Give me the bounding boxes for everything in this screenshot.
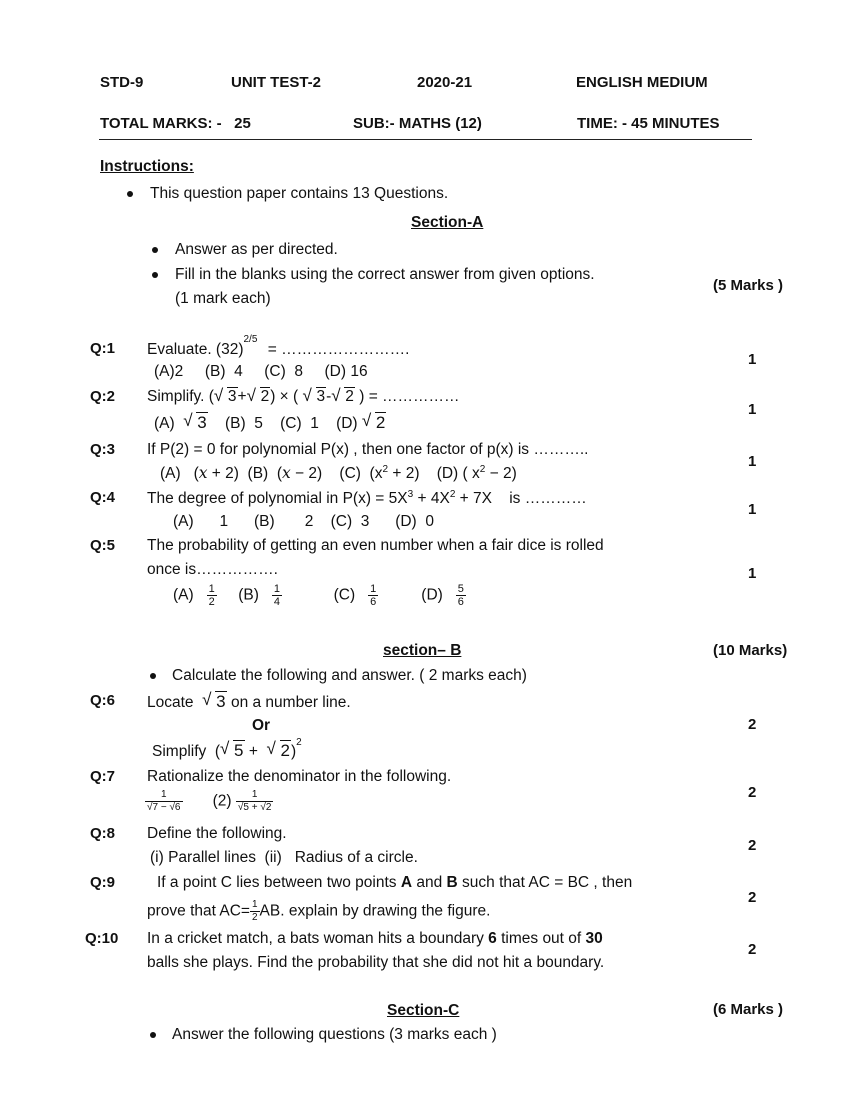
q6-marks: 2 bbox=[748, 716, 757, 733]
section-a-bullet-2b: (1 mark each) bbox=[175, 290, 271, 307]
section-c-bullet: Answer the following questions (3 marks each ) bbox=[172, 1026, 497, 1043]
q4-marks: 1 bbox=[748, 501, 757, 518]
q6-text: Locate √ 3 on a number line. bbox=[147, 692, 351, 712]
q8-text: Define the following. bbox=[147, 825, 287, 842]
q5-number: Q:5 bbox=[90, 537, 116, 554]
std-label: STD-9 bbox=[100, 74, 144, 91]
q8-number: Q:8 bbox=[90, 825, 116, 842]
section-b-title: section– B bbox=[383, 642, 462, 659]
medium-label: ENGLISH MEDIUM bbox=[576, 74, 708, 91]
q1-blank: = ……………………. bbox=[267, 341, 410, 359]
q6-simplify: Simplify (√ 5 + √ 2)$^2$ bbox=[152, 741, 302, 761]
q6-stem: Locate bbox=[147, 694, 194, 711]
q10-six: 6 bbox=[488, 930, 497, 947]
q2-options: (A) √ 3 (B) 5 (C) 1 (D) √ 2 bbox=[154, 413, 386, 433]
q9-text-pre: If a point C lies between two points bbox=[157, 874, 401, 891]
q8-marks: 2 bbox=[748, 837, 757, 854]
instruction-line: This question paper contains 13 Questions. bbox=[150, 185, 449, 202]
q9-point-b: B bbox=[446, 874, 458, 891]
q6-or: Or bbox=[252, 717, 271, 734]
bullet-icon bbox=[150, 1032, 156, 1038]
q3-options: (A) (x + 2) (B) (x − 2) (C) $(x^2 + 2)$ (D) ( $x^2 - 2$) bbox=[160, 464, 517, 483]
section-a-bullet-2: Fill in the blanks using the correct answer from given options. bbox=[175, 266, 595, 283]
q1-exponent: 2/5 bbox=[243, 334, 258, 345]
q7-text: Rationalize the denominator in the following. bbox=[147, 768, 452, 785]
q9-marks: 2 bbox=[748, 889, 757, 906]
q10-text-2: balls she plays. Find the probability that she did not hit a boundary. bbox=[147, 954, 605, 971]
q2-number: Q:2 bbox=[90, 388, 116, 405]
q2-marks: 1 bbox=[748, 401, 757, 418]
q10-text-pre: In a cricket match, a bats woman hits a boundary bbox=[147, 930, 489, 947]
q2-stem: Simplify. bbox=[147, 388, 205, 405]
q9-text bbox=[157, 874, 632, 892]
section-b-bullet: Calculate the following and answer. ( 2 marks each) bbox=[172, 667, 527, 684]
test-label: UNIT TEST-2 bbox=[231, 74, 322, 91]
q1-stem: Evaluate. (32) bbox=[147, 341, 244, 359]
q7-expressions: $\frac{1}{√7 - √6}$ (2) $\frac{1}{√5 + √2}$ bbox=[147, 789, 272, 813]
section-c-marks: (6 Marks ) bbox=[713, 1001, 784, 1018]
q9-and: and bbox=[412, 874, 447, 891]
section-b-marks: (10 Marks) bbox=[713, 642, 788, 659]
q10-marks: 2 bbox=[748, 941, 757, 958]
q10-mid: times out of bbox=[496, 930, 586, 947]
q5-text: The probability of getting an even number when a fair dice is rolled bbox=[147, 537, 604, 554]
section-c-title: Section-C bbox=[387, 1002, 460, 1019]
q9-line2-post: AB. explain by drawing the figure. bbox=[259, 902, 491, 920]
q1-marks: 1 bbox=[748, 351, 757, 368]
bullet-icon bbox=[152, 247, 158, 253]
q2-text: Simplify. (√ 3+√ 2) × ( √ 3-√ 2 ) = …………… bbox=[147, 388, 460, 406]
q9-text-2: prove that AC= $\frac{1}{2}$ AB. explain by drawing the figure. bbox=[147, 899, 491, 923]
q4-stem: The degree of polynomial in P(x) = 5X bbox=[147, 490, 408, 508]
q3-number: Q:3 bbox=[90, 441, 116, 458]
bullet-icon bbox=[152, 272, 158, 278]
q5-options: (A) $\frac{1}{2}$ (B) $\frac{1}{4}$ (C) $\frac{1}{6}$ (D) $\frac{5}{6}$ bbox=[173, 583, 464, 608]
instructions-heading: Instructions: bbox=[100, 158, 194, 175]
subject: SUB:- MATHS (12) bbox=[353, 115, 482, 132]
q4-number: Q:4 bbox=[90, 489, 116, 506]
year-label: 2020-21 bbox=[417, 74, 473, 91]
q5-text-2: once is……………. bbox=[147, 561, 278, 578]
q5-marks: 1 bbox=[748, 565, 757, 582]
time-label: TIME: - 45 MINUTES bbox=[577, 115, 720, 132]
q1-text bbox=[147, 334, 410, 359]
total-marks: TOTAL MARKS: - 25 bbox=[100, 115, 251, 132]
q7-number: Q:7 bbox=[90, 768, 116, 785]
q6-number: Q:6 bbox=[90, 692, 116, 709]
q3-marks: 1 bbox=[748, 453, 757, 470]
q7-marks: 2 bbox=[748, 784, 757, 801]
bullet-icon bbox=[150, 673, 156, 679]
q3-text: If P(2) = 0 for polynomial P(x) , then one factor of p(x) is ……….. bbox=[147, 441, 589, 458]
q9-line2-pre: prove that AC= bbox=[147, 902, 250, 920]
q10-thirty: 30 bbox=[585, 930, 603, 947]
q9-point-a: A bbox=[400, 874, 413, 891]
q4-text: The degree of polynomial in $P(x) = 5X^3 + 4X^2 + 7X$ is ………… bbox=[147, 489, 587, 508]
q1-options: (A)2 (B) 4 (C) 8 (D) 16 bbox=[154, 363, 368, 380]
q1-number: Q:1 bbox=[90, 340, 116, 357]
q9-text-post: such that AC = BC , then bbox=[457, 874, 633, 891]
section-a-bullet-1: Answer as per directed. bbox=[175, 241, 338, 258]
q6-stem-b: on a number line. bbox=[230, 694, 351, 711]
section-a-marks: (5 Marks ) bbox=[713, 277, 784, 294]
q10-number: Q:10 bbox=[85, 930, 119, 947]
q6-simplify-label: Simplify bbox=[152, 743, 207, 760]
q4-options: (A) 1 (B) 2 (C) 3 (D) 0 bbox=[173, 513, 434, 530]
section-a-title: Section-A bbox=[411, 214, 484, 231]
bullet-icon bbox=[127, 191, 133, 197]
q10-text bbox=[147, 930, 603, 948]
q9-number: Q:9 bbox=[90, 874, 116, 891]
header-rule bbox=[99, 139, 752, 140]
q8-sub: (i) Parallel lines (ii) Radius of a circle. bbox=[150, 849, 418, 866]
